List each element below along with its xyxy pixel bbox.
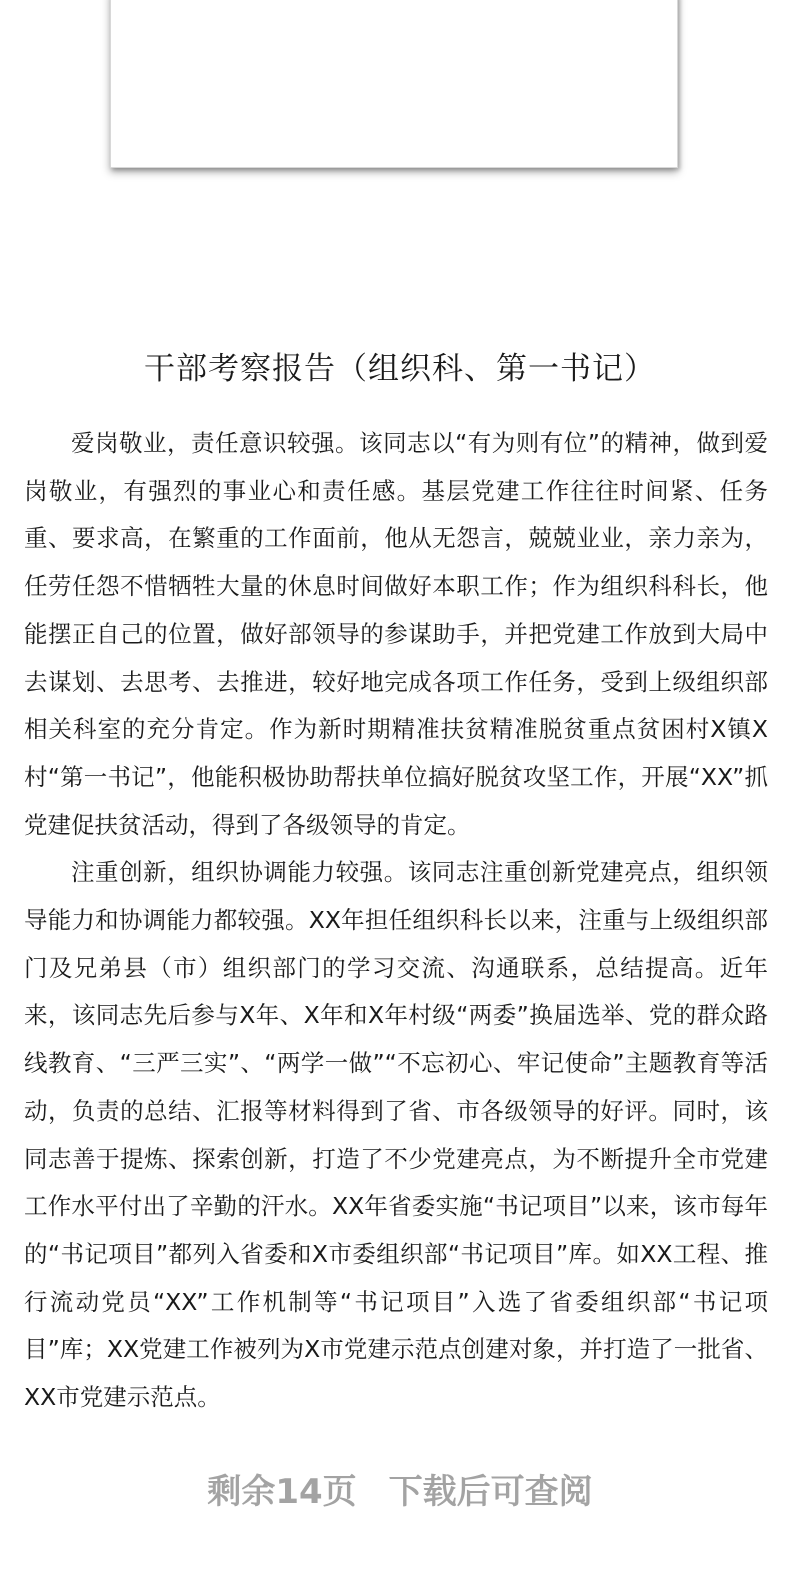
download-to-view-label: 下载后可查阅 [388, 1472, 593, 1512]
remaining-pages-banner[interactable] [0, 1462, 800, 1522]
paragraph-innovation: 注重创新，组织协调能力较强。该同志注重创新党建亮点，组织领导能力和协调能力都较强。XX年担任组织科长以来，注重与上级组织部门及兄弟县（市）组织部门的学习交流、沟通联系，总结提高。近年来，该同志先后参与X年、X年和X年村级“两委”换届选举、党的群众路线教育、“三严三实”、“两学一做”“不忘初心、牢记使命”主题教育等活动，负责的总结、汇报等材料得到了省、市各级领导的好评。同时，该同志善于提炼、探索创新，打造了不少党建亮点，为不断提升全市党建工作水平付出了辛勤的汗水。XX年省委实施“书记项目”以来，该市每年的“书记项目”都列入省委和X市委组织部“书记项目”库。如XX工程、推行流动党员“XX”工作机制等“书记项目”入选了省委组织部“书记项目”库；XX党建工作被列为X市党建示范点创建对象，并打造了一批省、XX市党建示范点。 [24, 858, 768, 1412]
paragraph-dedication: 爱岗敬业，责任意识较强。该同志以“有为则有位”的精神，做到爱岗敬业，有强烈的事业心和责任感。基层党建工作往往时间紧、任务重、要求高，在繁重的工作面前，他从无怨言，兢兢业业，亲力亲为，任劳任怨不惜牺牲大量的休息时间做好本职工作；作为组织科科长，他能摆正自己的位置，做好部领导的参谋助手，并把党建工作放到大局中去谋划、去思考、去推进，较好地完成各项工作任务，受到上级组织部相关科室的充分肯定。作为新时期精准扶贫精准脱贫重点贫困村X镇X村“第一书记”，他能积极协助帮扶单位搞好脱贫攻坚工作，开展“XX”抓党建促扶贫活动，得到了各级领导的肯定。 [24, 429, 768, 839]
previous-page-preview [110, 0, 678, 168]
document-title: 干部考察报告（组织科、第一书记） [144, 350, 656, 387]
document-body [24, 420, 768, 1422]
remaining-pages-count: 剩余14页 [207, 1472, 357, 1512]
